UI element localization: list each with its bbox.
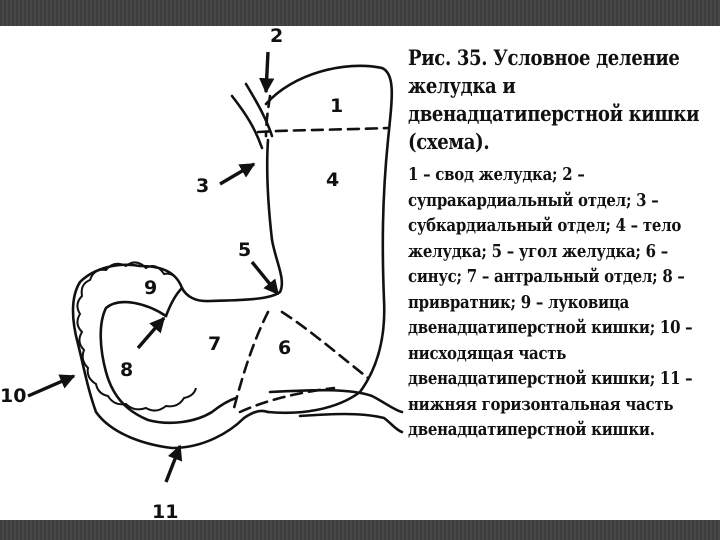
label-5: 5 [238, 239, 252, 261]
label-7: 7 [208, 333, 222, 355]
divider-antrum [282, 312, 368, 378]
pylorus-outline [166, 288, 182, 316]
divider-fundus [258, 128, 388, 132]
label-11: 11 [152, 501, 179, 520]
arrow-3 [220, 164, 254, 184]
label-3: 3 [196, 175, 210, 197]
label-8: 8 [120, 359, 134, 381]
figure-legend: 1 – свод желудка; 2 – супракардиальный отдел; 3 – субкардиальный отдел; 4 – тело желудка; 5 – угол желудка; 6 – синус; 7 – антральный отдел; 8 – привратник; 9 – луковица двенадцатиперстной кишки; 10 – нисходящая часть двенадцатиперстной кишки; 11 – нижняя горизонтальная часть двенадцатиперстной кишки. [408, 164, 693, 440]
label-9: 9 [144, 277, 158, 299]
label-2: 2 [270, 26, 284, 47]
label-6: 6 [278, 337, 292, 359]
figure-caption [408, 44, 714, 443]
label-4: 4 [326, 169, 340, 191]
stomach-lesser-curvature [182, 140, 282, 301]
stomach-greater-curvature [266, 66, 392, 413]
figure-title: Рис. 35. Условное деление желудка и двенадцатиперстной кишки (схема). [408, 45, 700, 154]
label-10: 10 [0, 385, 27, 407]
arrow-10 [28, 376, 74, 396]
slide-canvas [0, 26, 720, 520]
stomach-duodenum-diagram [0, 26, 408, 520]
arrow-5 [252, 262, 278, 294]
arrow-11 [166, 446, 180, 482]
arrow-9 [138, 318, 164, 348]
duodenum-horizontal [300, 414, 402, 432]
slide-bottom-bar [0, 520, 720, 540]
arrow-2 [266, 52, 268, 92]
divider-sinus [234, 312, 268, 408]
duodenum-mucosa-wavy [77, 262, 196, 410]
slide-top-bar [0, 0, 720, 26]
label-1: 1 [330, 95, 344, 117]
